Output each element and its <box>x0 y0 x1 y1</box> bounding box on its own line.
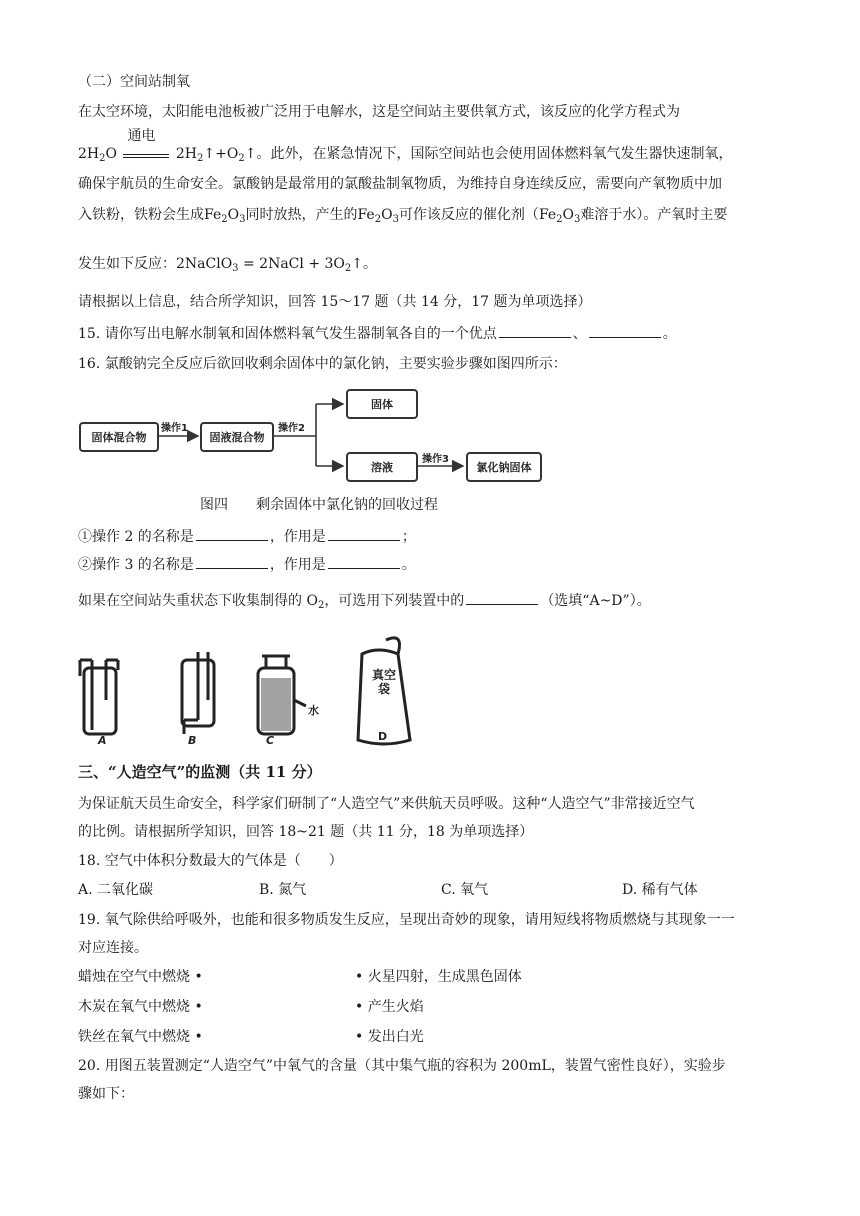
paragraph-line: 为保证航天员生命安全，科学家们研制了“人造空气”来供航天员呼吸。这种“人造空气”非常接近空气 <box>78 796 695 812</box>
flow-box-solid: 固体 <box>346 389 418 419</box>
match-right-item[interactable]: • 火星四射，生成黑色固体 <box>355 969 522 985</box>
eq-term: 2H <box>78 146 100 162</box>
match-left-item[interactable]: 木炭在氧气中燃烧 • <box>78 999 203 1015</box>
instruction-line: 请根据以上信息，结合所学知识，回答 15～17 题（共 14 分，17 题为单项选择） <box>78 294 592 310</box>
match-right-item[interactable]: • 发出白光 <box>355 1029 424 1045</box>
option-c[interactable]: C. 氧气 <box>441 882 489 898</box>
answer-blank[interactable] <box>466 590 538 605</box>
question-15: 15. 请你写出电解水制氧和固体燃料氧气发生器制氧各自的一个优点 、 。 <box>78 323 677 344</box>
flow-box-nacl-solid: 氯化钠固体 <box>466 452 542 482</box>
eq-term: 2H <box>175 146 198 162</box>
question-18: 18. 空气中体积分数最大的气体是（ ） <box>78 853 343 869</box>
question-16-part1: ①操作 2 的名称是 ，作用是 ； <box>78 526 416 547</box>
option-a[interactable]: A. 二氧化碳 <box>78 882 154 898</box>
equals-sign <box>123 128 169 158</box>
eq-sub: 2 <box>238 153 245 164</box>
device-b-label: B <box>188 734 197 747</box>
eq-sub: 2 <box>99 153 106 164</box>
device-d-bag-label: 真空袋 <box>372 668 397 696</box>
section-heading: （二）空间站制氧 <box>78 74 190 90</box>
paragraph-line: 确保宇航员的生命安全。氯酸钠是最常用的氯酸盐制氧物质，为维持自身连续反应，需要向产氧物质中加 <box>78 176 722 192</box>
question-16-part2: ②操作 3 的名称是 ，作用是 。 <box>78 554 416 575</box>
question-19: 19. 氧气除供给呼吸外，也能和很多物质发生反应，呈现出奇妙的现象，请用短线将物质燃烧与其现象一一 <box>78 912 735 928</box>
match-left-item[interactable]: 蜡烛在空气中燃烧 • <box>78 969 203 985</box>
eq-term: O <box>105 146 117 162</box>
paragraph-line: 在太空环境，太阳能电池板被广泛用于电解水，这是空间站主要供氧方式，该反应的化学方程式为 <box>78 104 680 120</box>
figure-caption: 图四 剩余固体中氯化钠的回收过程 <box>200 497 438 513</box>
answer-blank[interactable] <box>328 526 400 541</box>
eq-condition: 通电 <box>127 128 156 144</box>
flow-label-op1: 操作1 <box>161 423 188 434</box>
device-c-water-label: 水 <box>308 704 319 717</box>
flow-label-op2: 操作2 <box>278 423 305 434</box>
device-c-water <box>261 678 291 731</box>
eq-term: ↑+O <box>203 146 239 162</box>
device-b-bottle <box>182 652 214 734</box>
paragraph-line: 入铁粉，铁粉会生成$Fe_2O_3$同时放热，产生的$Fe_2O_3$可作该反应的催化剂（$Fe_2O_3$难溶于水）。产氧时主要 <box>78 207 728 225</box>
flow-box-solid-mixture: 固体混合物 <box>79 422 159 452</box>
question-20: 20. 用图五装置测定“人造空气”中氧气的含量（其中集气瓶的容积为 200mL，装置气密性良好），实验步 <box>78 1058 726 1074</box>
question-19-cont: 对应连接。 <box>78 940 148 956</box>
device-a-label: A <box>98 734 107 747</box>
equation-line <box>78 128 733 164</box>
eq-sub: 2 <box>197 153 204 164</box>
device-d-label: D <box>378 730 388 743</box>
paragraph-line: 的比例。请根据所学知识，回答 18~21 题（共 11 分，18 为单项选择） <box>78 824 534 840</box>
flow-box-solid-liquid-mixture: 固液混合物 <box>200 422 274 452</box>
eq-term: ↑。此外，在紧急情况下，国际空间站也会使用固体燃料氧气发生器快速制氧， <box>244 146 733 162</box>
answer-blank[interactable] <box>196 554 268 569</box>
answer-blank[interactable] <box>589 323 661 338</box>
option-b[interactable]: B. 氮气 <box>259 882 307 898</box>
answer-blank[interactable] <box>499 323 571 338</box>
answer-blank[interactable] <box>328 554 400 569</box>
match-right-item[interactable]: • 产生火焰 <box>355 999 424 1015</box>
flow-box-solution: 溶液 <box>346 452 418 482</box>
device-a-bottle <box>80 660 118 734</box>
match-left-item[interactable]: 铁丝在氧气中燃烧 • <box>78 1029 203 1045</box>
paragraph-line: 发生如下反应：2NaClO$_3$ = 2NaCl + $3O_2↑$。 <box>78 256 377 274</box>
flow-label-op3: 操作3 <box>422 454 449 465</box>
question-17: 如果在空间站失重状态下收集制得的 $O_2$，可选用下列装置中的 （选填“A~D”）。 <box>78 590 651 611</box>
device-c-label: C <box>266 734 275 747</box>
answer-blank[interactable] <box>196 526 268 541</box>
question-16: 16. 氯酸钠完全反应后欲回收剩余固体中的氯化钠，主要实验步骤如图四所示： <box>78 356 567 372</box>
option-d[interactable]: D. 稀有气体 <box>622 882 698 898</box>
device-c-bottle <box>258 656 306 734</box>
section-heading: 三、“人造空气”的监测（共 11 分） <box>78 763 322 781</box>
question-20-cont: 骤如下： <box>78 1086 134 1102</box>
